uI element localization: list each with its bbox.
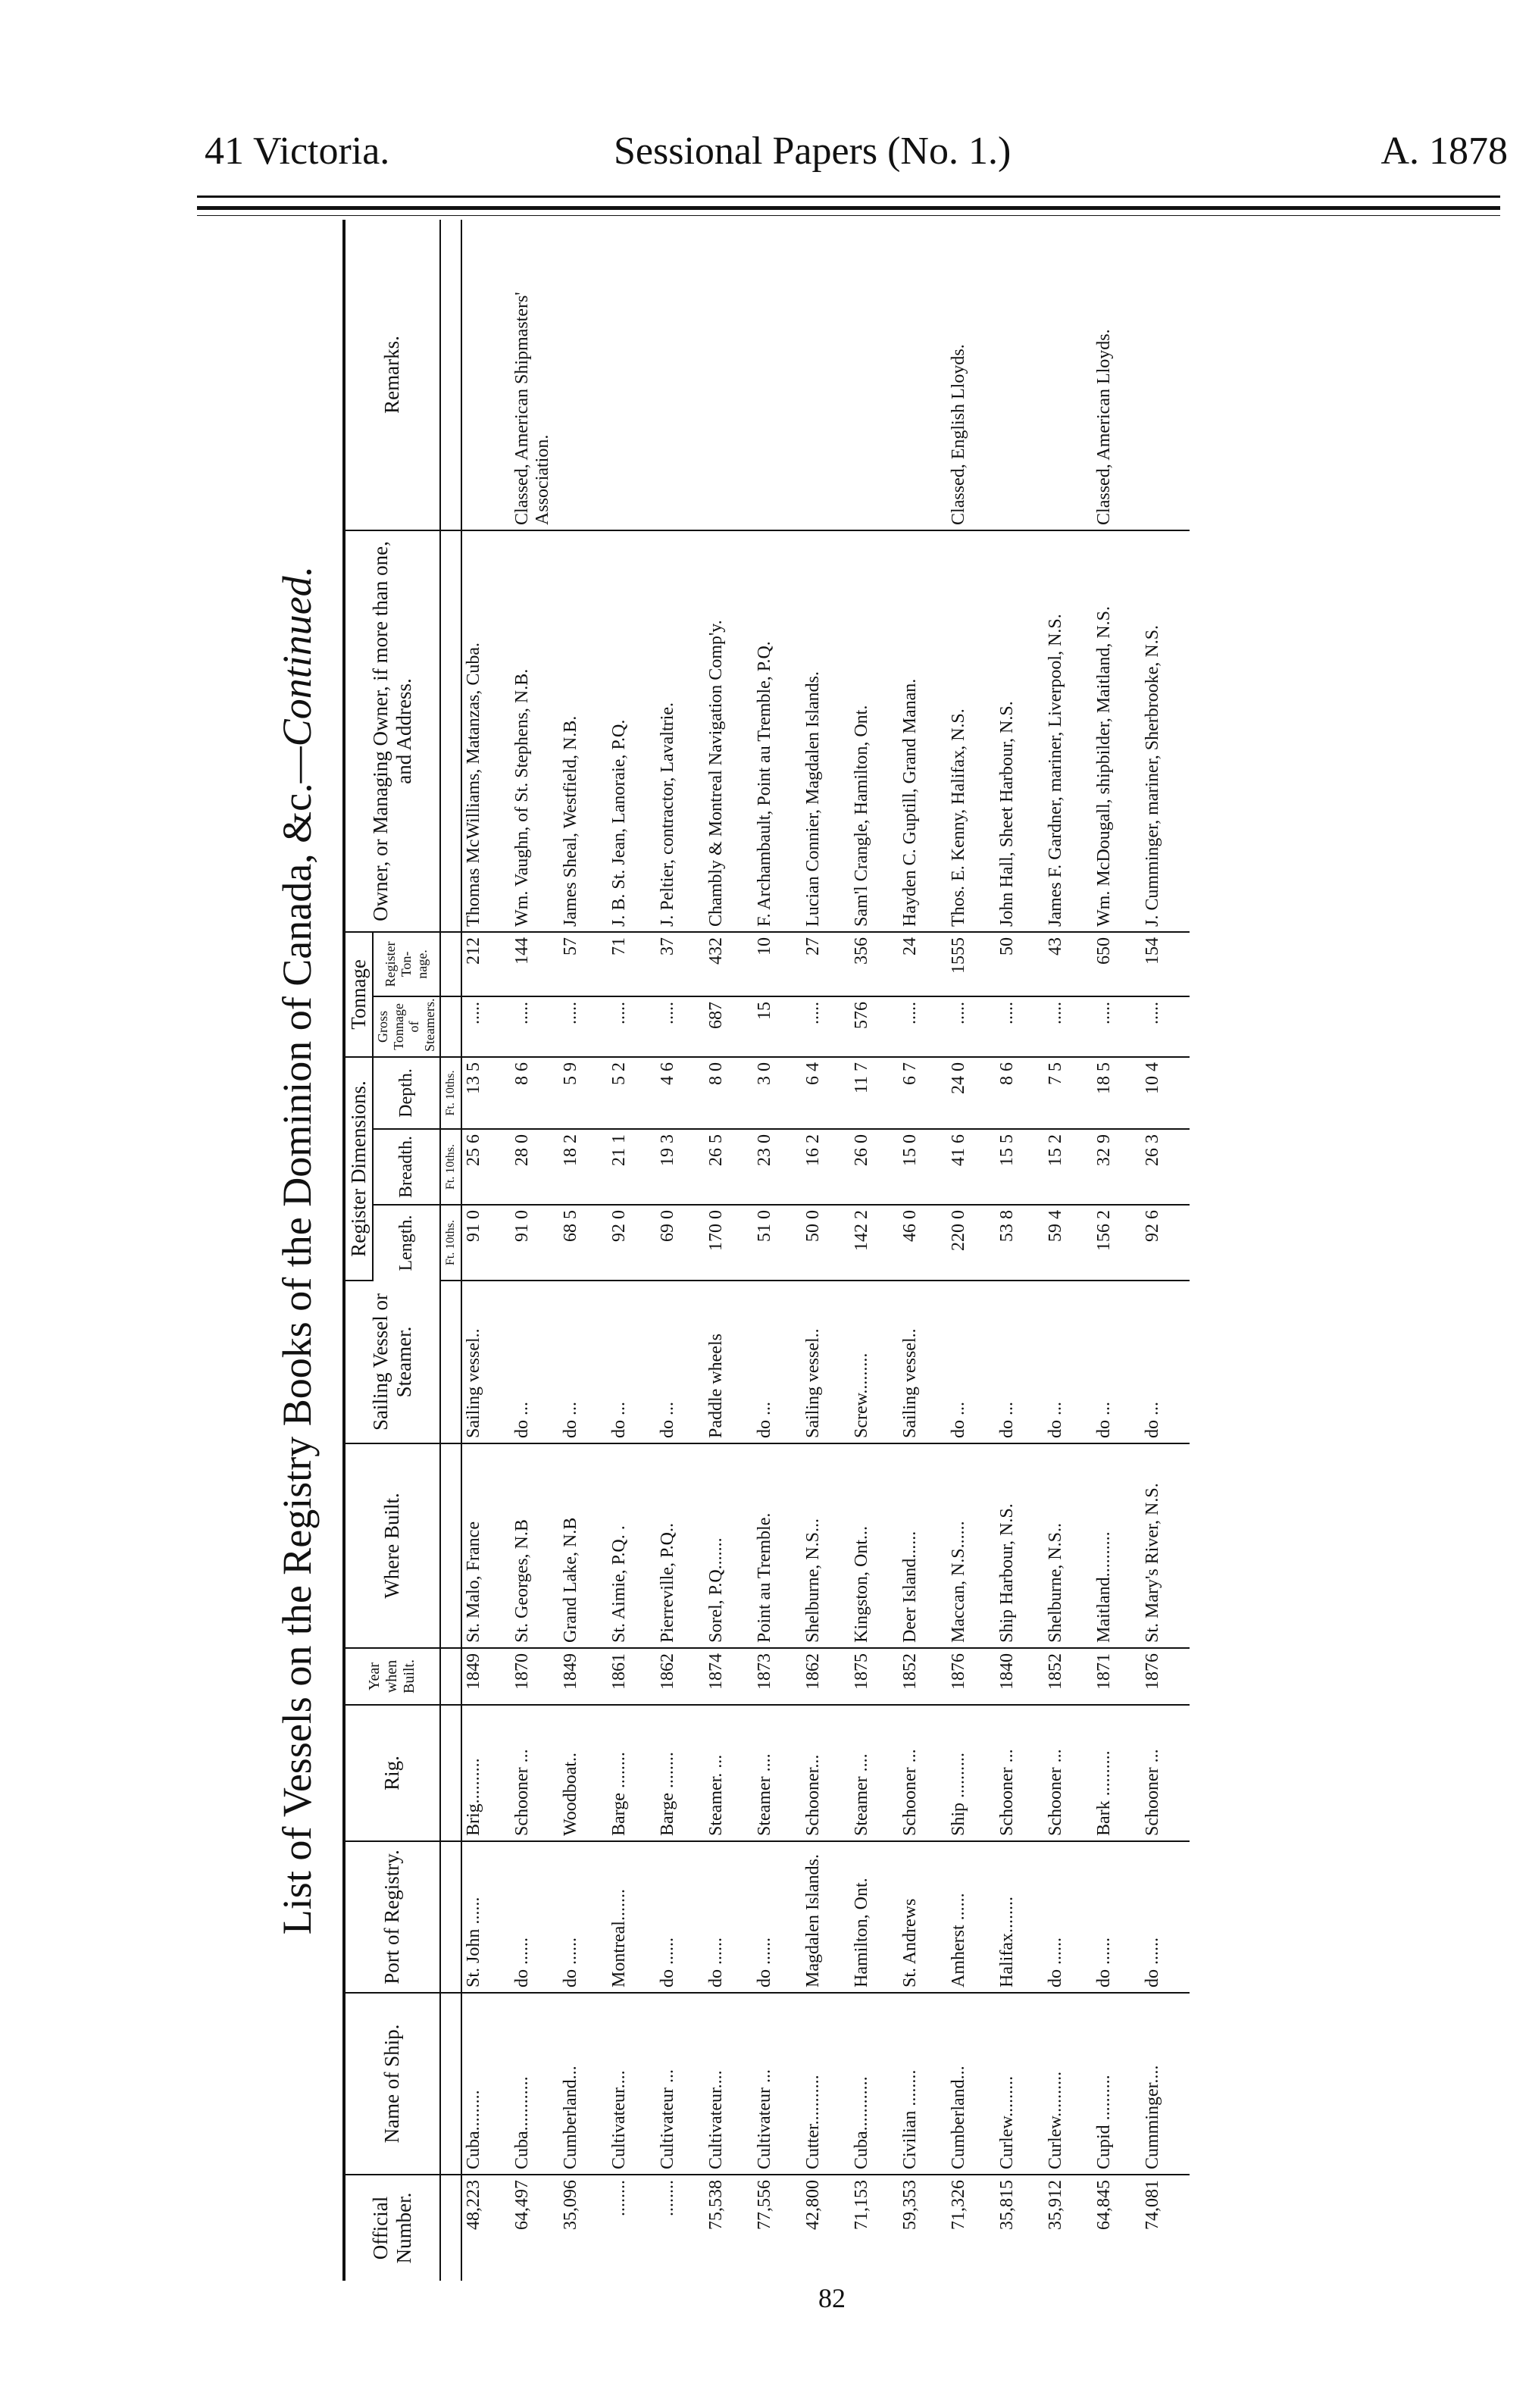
col-year: Year when Built. xyxy=(344,1648,440,1705)
cell-owner: John Hall, Sheet Harbour, N.S. xyxy=(996,530,1044,932)
col-name: Name of Ship. xyxy=(344,1993,440,2175)
cell-official-number: 35,815 xyxy=(996,2180,1017,2230)
cell-year: 1874 xyxy=(705,1648,753,1705)
cell-remarks: Classed, English Lloyds. xyxy=(947,220,996,530)
cell-where-built: St. Georges, N.B xyxy=(511,1443,559,1648)
header-left: 41 Victoria. xyxy=(205,130,390,173)
cell-owner: Thomas McWilliams, Matanzas, Cuba. xyxy=(461,530,511,932)
cell-rig: Schooner ... xyxy=(1044,1705,1093,1841)
cell-port: do ...... xyxy=(1141,1841,1190,1993)
cell-rig: Schooner ... xyxy=(1141,1705,1190,1841)
cell-owner: Hayden C. Guptill, Grand Manan. xyxy=(899,530,947,932)
cell-rig: Steamer .... xyxy=(850,1705,899,1841)
cell-register-tonnage: 154 xyxy=(1141,932,1190,996)
cell-length: 92 0 xyxy=(608,1205,656,1281)
cell-remarks xyxy=(608,220,656,530)
col-gross-tonnage: Gross Tonnage of Steamers. xyxy=(373,996,440,1057)
cell-sailing: do ... xyxy=(1044,1281,1093,1443)
col-register-tonnage: Register Ton-nage. xyxy=(373,932,440,996)
cell-owner: F. Archambault, Point au Tremble, P.Q. xyxy=(753,530,802,932)
cell-where-built: Kingston, Ont... xyxy=(850,1443,899,1648)
cell-official-number: 64,845 xyxy=(1093,2180,1114,2230)
cell-official-number: 64,497 xyxy=(511,2180,532,2230)
cell-port: do ...... xyxy=(753,1841,802,1993)
cell-rig: Ship .......... xyxy=(947,1705,996,1841)
cell-where-built: St. Aimie, P.Q. . xyxy=(608,1443,656,1648)
unit-depth: Ft. 10ths. xyxy=(440,1057,461,1129)
cell-gross-tonnage: ..... xyxy=(656,996,705,1057)
cell-year: 1849 xyxy=(559,1648,608,1705)
cell-where-built: Maitland.......... xyxy=(1093,1443,1141,1648)
cell-owner: J. Cumminger, mariner, Sherbrooke, N.S. xyxy=(1141,530,1190,932)
cell-register-tonnage: 50 xyxy=(996,932,1044,996)
cell-length: 59 4 xyxy=(1044,1205,1093,1281)
cell-register-tonnage: 144 xyxy=(511,932,559,996)
cell-breadth: 41 6 xyxy=(947,1129,996,1205)
cell-breadth: 18 2 xyxy=(559,1129,608,1205)
cell-rig: Steamer. ... xyxy=(705,1705,753,1841)
cell-sailing: do ... xyxy=(511,1281,559,1443)
cell-year: 1852 xyxy=(899,1648,947,1705)
cell-register-tonnage: 432 xyxy=(705,932,753,996)
cell-year: 1840 xyxy=(996,1648,1044,1705)
cell-breadth: 26 3 xyxy=(1141,1129,1190,1205)
cell-year: 1871 xyxy=(1093,1648,1141,1705)
cell-length: 156 2 xyxy=(1093,1205,1141,1281)
cell-name: Cultivateur.... xyxy=(705,1993,753,2175)
table-row xyxy=(1093,220,1141,2281)
cell-port: do ...... xyxy=(656,1841,705,1993)
col-official-number: Official Number. xyxy=(344,2175,440,2281)
table-row xyxy=(802,220,850,2281)
cell-sailing: do ... xyxy=(947,1281,996,1443)
cell-port: Montreal....... xyxy=(608,1841,656,1993)
table-row xyxy=(753,220,802,2281)
cell-year: 1852 xyxy=(1044,1648,1093,1705)
cell-port: do ...... xyxy=(705,1841,753,1993)
cell-length: 142 2 xyxy=(850,1205,899,1281)
cell-name: Curlew......... xyxy=(996,1993,1044,2175)
cell-name: Cumberland... xyxy=(947,1993,996,2175)
cell-length: 220 0 xyxy=(947,1205,996,1281)
cell-remarks xyxy=(899,220,947,530)
cell-register-tonnage: 27 xyxy=(802,932,850,996)
cell-remarks xyxy=(461,220,511,530)
cell-name: Curlew.......... xyxy=(1044,1993,1093,2175)
cell-year: 1876 xyxy=(947,1648,996,1705)
cell-breadth: 19 3 xyxy=(656,1129,705,1205)
cell-gross-tonnage: 15 xyxy=(753,996,802,1057)
cell-sailing: do ... xyxy=(608,1281,656,1443)
cell-length: 92 6 xyxy=(1141,1205,1190,1281)
table-row xyxy=(608,220,656,2281)
cell-register-tonnage: 356 xyxy=(850,932,899,996)
cell-port: do ...... xyxy=(559,1841,608,1993)
unit-length: Ft. 10ths. xyxy=(440,1205,461,1281)
cell-name: Cumberland... xyxy=(559,1993,608,2175)
cell-where-built: Pierreville, P.Q.. xyxy=(656,1443,705,1648)
cell-gross-tonnage: ..... xyxy=(947,996,996,1057)
cell-year: 1875 xyxy=(850,1648,899,1705)
col-depth: Depth. xyxy=(373,1057,440,1129)
cell-official-number: 75,538 xyxy=(705,2180,726,2230)
cell-depth: 24 0 xyxy=(947,1057,996,1129)
cell-port: Hamilton, Ont. xyxy=(850,1841,899,1993)
cell-register-tonnage: 10 xyxy=(753,932,802,996)
cell-sailing: Sailing vessel.. xyxy=(802,1281,850,1443)
cell-official-number: 42,800 xyxy=(802,2180,823,2230)
cell-gross-tonnage: 576 xyxy=(850,996,899,1057)
cell-breadth: 32 9 xyxy=(1093,1129,1141,1205)
cell-year: 1862 xyxy=(656,1648,705,1705)
cell-name: Cultivateur.... xyxy=(608,1993,656,2175)
cell-year: 1849 xyxy=(461,1648,511,1705)
cell-owner: J. B. St. Jean, Lanoraie, P.Q. xyxy=(608,530,656,932)
table-row xyxy=(656,220,705,2281)
cell-sailing: do ... xyxy=(1093,1281,1141,1443)
cell-remarks xyxy=(656,220,705,530)
cell-gross-tonnage: ..... xyxy=(899,996,947,1057)
cell-depth: 5 2 xyxy=(608,1057,656,1129)
cell-depth: 11 7 xyxy=(850,1057,899,1129)
cell-port: St. Andrews xyxy=(899,1841,947,1993)
cell-rig: Schooner... xyxy=(802,1705,850,1841)
cell-depth: 7 5 xyxy=(1044,1057,1093,1129)
units-row xyxy=(440,220,461,2281)
cell-breadth: 28 0 xyxy=(511,1129,559,1205)
cell-remarks: Classed, American Lloyds. xyxy=(1093,220,1141,530)
cell-name: Civilian ........ xyxy=(899,1993,947,2175)
cell-depth: 5 9 xyxy=(559,1057,608,1129)
cell-rig: Woodboat.. xyxy=(559,1705,608,1841)
cell-where-built: Grand Lake, N.B xyxy=(559,1443,608,1648)
cell-sailing: Sailing vessel.. xyxy=(899,1281,947,1443)
table-row xyxy=(850,220,899,2281)
cell-where-built: Shelburne, N.S.. xyxy=(1044,1443,1093,1648)
table-row xyxy=(1044,220,1093,2281)
cell-remarks xyxy=(753,220,802,530)
cell-breadth: 26 0 xyxy=(850,1129,899,1205)
cell-length: 91 0 xyxy=(461,1205,511,1281)
table-row xyxy=(705,220,753,2281)
cell-gross-tonnage: ..... xyxy=(608,996,656,1057)
cell-depth: 18 5 xyxy=(1093,1057,1141,1129)
cell-register-tonnage: 71 xyxy=(608,932,656,996)
col-tonnage: Tonnage xyxy=(344,932,373,1057)
cell-gross-tonnage: ..... xyxy=(559,996,608,1057)
cell-name: Cumminger.... xyxy=(1141,1993,1190,2175)
cell-port: St. John ...... xyxy=(461,1841,511,1993)
cell-official-number: 48,223 xyxy=(463,2180,483,2230)
cell-breadth: 15 2 xyxy=(1044,1129,1093,1205)
cell-gross-tonnage: ..... xyxy=(802,996,850,1057)
cell-name: Cutter........... xyxy=(802,1993,850,2175)
cell-official-number: 77,556 xyxy=(754,2180,774,2230)
cell-owner: Sam'l Crangle, Hamilton, Ont. xyxy=(850,530,899,932)
cell-owner: Lucian Connier, Magdalen Islands. xyxy=(802,530,850,932)
cell-length: 53 8 xyxy=(996,1205,1044,1281)
rotated-table-area xyxy=(255,220,1517,2281)
cell-where-built: Ship Harbour, N.S. xyxy=(996,1443,1044,1648)
cell-register-tonnage: 650 xyxy=(1093,932,1141,996)
cell-remarks xyxy=(705,220,753,530)
col-breadth: Breadth. xyxy=(373,1129,440,1205)
cell-sailing: do ... xyxy=(656,1281,705,1443)
cell-name: Cuba......... xyxy=(461,1993,511,2175)
cell-remarks xyxy=(559,220,608,530)
cell-gross-tonnage: ..... xyxy=(461,996,511,1057)
header-row-1 xyxy=(344,220,373,2281)
cell-depth: 8 6 xyxy=(996,1057,1044,1129)
cell-depth: 6 4 xyxy=(802,1057,850,1129)
cell-sailing: do ... xyxy=(753,1281,802,1443)
cell-official-number: 71,326 xyxy=(948,2180,968,2230)
table-title-continued: —Continued. xyxy=(274,565,320,783)
cell-where-built: Point au Tremble. xyxy=(753,1443,802,1648)
cell-length: 69 0 xyxy=(656,1205,705,1281)
cell-register-tonnage: 1555 xyxy=(947,932,996,996)
cell-register-tonnage: 43 xyxy=(1044,932,1093,996)
cell-breadth: 23 0 xyxy=(753,1129,802,1205)
cell-length: 46 0 xyxy=(899,1205,947,1281)
cell-gross-tonnage: ..... xyxy=(511,996,559,1057)
cell-sailing: do ... xyxy=(559,1281,608,1443)
header-center: Sessional Papers (No. 1.) xyxy=(614,130,1012,173)
cell-year: 1862 xyxy=(802,1648,850,1705)
cell-depth: 8 6 xyxy=(511,1057,559,1129)
cell-gross-tonnage: ..... xyxy=(1044,996,1093,1057)
cell-official-number: 74,081 xyxy=(1142,2180,1162,2230)
cell-remarks: Classed, American Shipmasters' Association. xyxy=(511,220,559,530)
col-sailing: Sailing Vessel or Steamer. xyxy=(344,1281,440,1443)
unit-breadth: Ft. 10ths. xyxy=(440,1129,461,1205)
cell-official-number: 35,912 xyxy=(1045,2180,1065,2230)
cell-remarks xyxy=(1044,220,1093,530)
cell-rig: Barge ........ xyxy=(608,1705,656,1841)
cell-depth: 4 6 xyxy=(656,1057,705,1129)
cell-length: 51 0 xyxy=(753,1205,802,1281)
cell-port: do ...... xyxy=(1044,1841,1093,1993)
cell-year: 1873 xyxy=(753,1648,802,1705)
cell-name: Cupid .......... xyxy=(1093,1993,1141,2175)
cell-breadth: 21 1 xyxy=(608,1129,656,1205)
cell-port: Amherst ...... xyxy=(947,1841,996,1993)
table-row xyxy=(1141,220,1190,2281)
cell-rig: Steamer .... xyxy=(753,1705,802,1841)
cell-where-built: St. Mary's River, N.S. xyxy=(1141,1443,1190,1648)
cell-year: 1876 xyxy=(1141,1648,1190,1705)
cell-remarks xyxy=(1141,220,1190,530)
cell-length: 170 0 xyxy=(705,1205,753,1281)
cell-where-built: Sorel, P.Q....... xyxy=(705,1443,753,1648)
cell-rig: Brig.......... xyxy=(461,1705,511,1841)
table-row xyxy=(511,220,559,2281)
cell-length: 91 0 xyxy=(511,1205,559,1281)
cell-register-tonnage: 24 xyxy=(899,932,947,996)
cell-port: Halifax........ xyxy=(996,1841,1044,1993)
cell-breadth: 25 6 xyxy=(461,1129,511,1205)
cell-where-built: Maccan, N.S...... xyxy=(947,1443,996,1648)
cell-remarks xyxy=(850,220,899,530)
table-title-main: List of Vessels on the Registry Books of the Dominion of Canada, &c. xyxy=(274,783,320,1935)
table-row xyxy=(996,220,1044,2281)
cell-owner: James Sheal, Westfield, N.B. xyxy=(559,530,608,932)
cell-rig: Bark .......... xyxy=(1093,1705,1141,1841)
col-length: Length. xyxy=(373,1205,440,1281)
cell-sailing: Sailing vessel.. xyxy=(461,1281,511,1443)
cell-where-built: Deer Island...... xyxy=(899,1443,947,1648)
cell-rig: Schooner ... xyxy=(511,1705,559,1841)
table-body xyxy=(440,220,1190,2281)
cell-year: 1861 xyxy=(608,1648,656,1705)
cell-register-tonnage: 212 xyxy=(461,932,511,996)
cell-sailing: do ... xyxy=(996,1281,1044,1443)
cell-where-built: St. Malo, France xyxy=(461,1443,511,1648)
cell-port: Magdalen Islands. xyxy=(802,1841,850,1993)
cell-gross-tonnage: ..... xyxy=(1141,996,1190,1057)
col-rig: Rig. xyxy=(344,1705,440,1841)
cell-sailing: Paddle wheels xyxy=(705,1281,753,1443)
cell-length: 68 5 xyxy=(559,1205,608,1281)
cell-depth: 8 0 xyxy=(705,1057,753,1129)
cell-rig: Schooner ... xyxy=(996,1705,1044,1841)
page-number: 82 xyxy=(818,2283,846,2313)
header-rule xyxy=(197,195,1500,198)
table-title xyxy=(255,220,339,2281)
cell-gross-tonnage: 687 xyxy=(705,996,753,1057)
cell-name: Cuba............ xyxy=(511,1993,559,2175)
cell-port: do ...... xyxy=(511,1841,559,1993)
cell-owner: Wm. Vaughn, of St. Stephens, N.B. xyxy=(511,530,559,932)
cell-breadth: 15 0 xyxy=(899,1129,947,1205)
table-row xyxy=(947,220,996,2281)
cell-remarks xyxy=(802,220,850,530)
page-header xyxy=(205,114,1508,182)
cell-remarks xyxy=(996,220,1044,530)
cell-breadth: 16 2 xyxy=(802,1129,850,1205)
cell-name: Cuba............ xyxy=(850,1993,899,2175)
cell-where-built: Shelburne, N.S... xyxy=(802,1443,850,1648)
cell-depth: 6 7 xyxy=(899,1057,947,1129)
col-register-dimensions: Register Dimensions. xyxy=(344,1057,373,1281)
table-row xyxy=(461,220,511,2281)
cell-official-number: 59,353 xyxy=(899,2180,920,2230)
cell-sailing: do ... xyxy=(1141,1281,1190,1443)
table-row xyxy=(559,220,608,2281)
table-row xyxy=(899,220,947,2281)
cell-length: 50 0 xyxy=(802,1205,850,1281)
cell-year: 1870 xyxy=(511,1648,559,1705)
header-rule-thick xyxy=(197,206,1500,210)
cell-official-number: ........ xyxy=(657,2180,677,2216)
vessels-table xyxy=(342,220,1190,2281)
cell-breadth: 15 5 xyxy=(996,1129,1044,1205)
header-rule-thin xyxy=(197,215,1500,216)
cell-port: do ...... xyxy=(1093,1841,1141,1993)
cell-register-tonnage: 57 xyxy=(559,932,608,996)
cell-register-tonnage: 37 xyxy=(656,932,705,996)
cell-name: Cultivateur ... xyxy=(753,1993,802,2175)
cell-owner: J. Peltier, contractor, Lavaltrie. xyxy=(656,530,705,932)
cell-rig: Schooner ... xyxy=(899,1705,947,1841)
cell-owner: Thos. E. Kenny, Halifax, N.S. xyxy=(947,530,996,932)
cell-breadth: 26 5 xyxy=(705,1129,753,1205)
cell-depth: 3 0 xyxy=(753,1057,802,1129)
cell-owner: James F. Gardner, mariner, Liverpool, N.S. xyxy=(1044,530,1093,932)
cell-depth: 10 4 xyxy=(1141,1057,1190,1129)
col-port: Port of Registry. xyxy=(344,1841,440,1993)
cell-official-number: 35,096 xyxy=(560,2180,580,2230)
cell-official-number: ........ xyxy=(608,2180,629,2216)
cell-depth: 13 5 xyxy=(461,1057,511,1129)
col-where-built: Where Built. xyxy=(344,1443,440,1648)
cell-owner: Chambly & Montreal Navigation Comp'y. xyxy=(705,530,753,932)
header-right: A. 1878 xyxy=(1380,130,1508,173)
col-owner: Owner, or Managing Owner, if more than one, and Address. xyxy=(344,530,440,932)
cell-gross-tonnage: ..... xyxy=(996,996,1044,1057)
cell-official-number: 71,153 xyxy=(851,2180,871,2230)
cell-sailing: Screw......... xyxy=(850,1281,899,1443)
cell-rig: Barge ........ xyxy=(656,1705,705,1841)
cell-owner: Wm. McDougall, shipbilder, Maitland, N.S. xyxy=(1093,530,1141,932)
cell-name: Cultivateur ... xyxy=(656,1993,705,2175)
cell-gross-tonnage: ..... xyxy=(1093,996,1141,1057)
col-remarks: Remarks. xyxy=(344,220,440,530)
